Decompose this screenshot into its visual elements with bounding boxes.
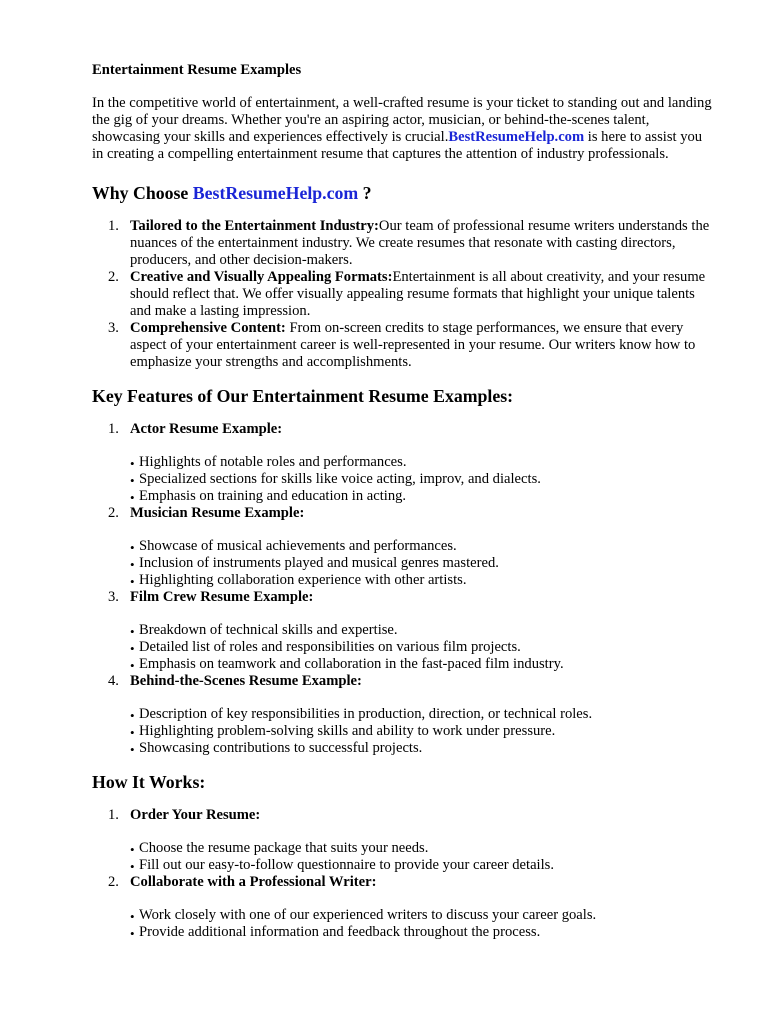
step-title: Collaborate with a Professional Writer: [130, 874, 377, 890]
bullet-text: Description of key responsibilities in production, direction, or technical roles. [139, 706, 593, 722]
bullet-item [130, 639, 712, 656]
bullet-text: Emphasis on training and education in acting. [139, 488, 407, 504]
why-choose-heading [92, 182, 712, 204]
feature-item [92, 673, 712, 757]
step-item [92, 807, 712, 874]
features-list [92, 421, 712, 757]
bullet-icon: • [130, 725, 135, 740]
feature-bullets [130, 454, 712, 505]
bullet-item [130, 706, 712, 723]
bullet-icon: • [130, 490, 135, 505]
bullet-text: Emphasis on teamwork and collaboration in the fast-paced film industry. [139, 656, 564, 672]
feature-number: 4. [108, 673, 119, 689]
bullet-icon: • [130, 742, 135, 757]
step-title: Order Your Resume: [130, 807, 261, 823]
intro-link[interactable]: BestResumeHelp.com [448, 129, 585, 145]
why-item [92, 320, 712, 371]
bullet-text: Fill out our easy-to-follow questionnaire to provide your career details. [139, 857, 554, 873]
bullet-icon: • [130, 859, 135, 874]
bullet-item [130, 723, 712, 740]
why-choose-list [92, 218, 712, 371]
bullet-icon: • [130, 456, 135, 471]
feature-title: Actor Resume Example: [130, 421, 283, 437]
bullet-text: Work closely with one of our experienced writers to discuss your career goals. [139, 907, 597, 923]
bullet-text: Breakdown of technical skills and expertise. [139, 622, 398, 638]
bullet-text: Highlights of notable roles and performances. [139, 454, 407, 470]
bullet-item [130, 740, 712, 757]
feature-title: Film Crew Resume Example: [130, 589, 314, 605]
step-bullets [130, 907, 712, 941]
why-heading-prefix: Why Choose [92, 183, 193, 203]
bullet-text: Specialized sections for skills like voice acting, improv, and dialects. [139, 471, 541, 487]
bullet-item [130, 538, 712, 555]
bullet-item [130, 924, 712, 941]
document-title: Entertainment Resume Examples [92, 62, 302, 78]
step-bullets [130, 840, 712, 874]
bullet-text: Highlighting problem-solving skills and ability to work under pressure. [139, 723, 556, 739]
why-item-title: Tailored to the Entertainment Industry: [130, 218, 379, 234]
bullet-icon: • [130, 926, 135, 941]
feature-item [92, 589, 712, 673]
why-item-title: Comprehensive Content: [130, 320, 286, 336]
feature-number: 3. [108, 589, 119, 605]
bullet-text: Showcasing contributions to successful projects. [139, 740, 423, 756]
how-it-works-list [92, 807, 712, 941]
bullet-item [130, 488, 712, 505]
why-item-number: 1. [108, 218, 119, 234]
feature-title: Musician Resume Example: [130, 505, 305, 521]
bullet-item [130, 555, 712, 572]
bullet-icon: • [130, 641, 135, 656]
bullet-item [130, 656, 712, 673]
why-item-number: 2. [108, 269, 119, 285]
bullet-text: Provide additional information and feedback throughout the process. [139, 924, 541, 940]
bullet-text: Inclusion of instruments played and musical genres mastered. [139, 555, 499, 571]
key-features-heading: Key Features of Our Entertainment Resume Examples: [92, 386, 514, 406]
bullet-icon: • [130, 909, 135, 924]
bullet-icon: • [130, 658, 135, 673]
feature-item [92, 421, 712, 505]
bullet-item [130, 857, 712, 874]
feature-number: 2. [108, 505, 119, 521]
bullet-item [130, 454, 712, 471]
feature-bullets [130, 706, 712, 757]
feature-title: Behind-the-Scenes Resume Example: [130, 673, 362, 689]
feature-number: 1. [108, 421, 119, 437]
why-item-number: 3. [108, 320, 119, 336]
how-it-works-heading: How It Works: [92, 772, 206, 792]
feature-bullets [130, 538, 712, 589]
bullet-icon: • [130, 574, 135, 589]
bullet-text: Highlighting collaboration experience with other artists. [139, 572, 467, 588]
bullet-text: Choose the resume package that suits your needs. [139, 840, 429, 856]
why-item [92, 218, 712, 269]
why-item-text: From on-screen credits to stage performances, we ensure that every aspect of your entertainment career is well-represented in your resume. Our writers know how to emphasize your strengths and accomplishments. [130, 320, 696, 370]
bullet-text: Detailed list of roles and responsibilities on various film projects. [139, 639, 521, 655]
why-item-text: Our team of professional resume writers understands the nuances of the entertainment industry. We create resumes that resonate with casting directors, producers, and other decision-makers. [130, 218, 710, 268]
why-item-text: Entertainment is all about creativity, and your resume should reflect that. We offer visually appealing resume formats that highlight your unique talents and make a lasting impression. [130, 269, 706, 319]
bullet-icon: • [130, 557, 135, 572]
step-number: 1. [108, 807, 119, 823]
step-item [92, 874, 712, 941]
bullet-item [130, 840, 712, 857]
bullet-item [130, 572, 712, 589]
why-item [92, 269, 712, 320]
feature-bullets [130, 622, 712, 673]
bullet-icon: • [130, 624, 135, 639]
bullet-icon: • [130, 842, 135, 857]
bullet-text: Showcase of musical achievements and performances. [139, 538, 457, 554]
step-number: 2. [108, 874, 119, 890]
why-heading-suffix: ? [358, 183, 372, 203]
feature-item [92, 505, 712, 589]
intro-text-before: In the competitive world of entertainment, a well-crafted resume is your ticket to standing out and landing the gig of your dreams. Whether you're an aspiring actor, musician, or behind-the-scenes talent, showcasing your skills and experiences effectively is crucial. [92, 95, 712, 145]
intro-text-after: is here to assist you in creating a compelling entertainment resume that captures the attention of industry professionals. [92, 129, 703, 162]
bullet-item [130, 622, 712, 639]
intro-paragraph [92, 95, 712, 163]
why-item-title: Creative and Visually Appealing Formats: [130, 269, 393, 285]
bullet-item [130, 907, 712, 924]
bullet-item [130, 471, 712, 488]
bullet-icon: • [130, 540, 135, 555]
bullet-icon: • [130, 708, 135, 723]
bullet-icon: • [130, 473, 135, 488]
why-heading-link[interactable]: BestResumeHelp.com [192, 183, 359, 203]
